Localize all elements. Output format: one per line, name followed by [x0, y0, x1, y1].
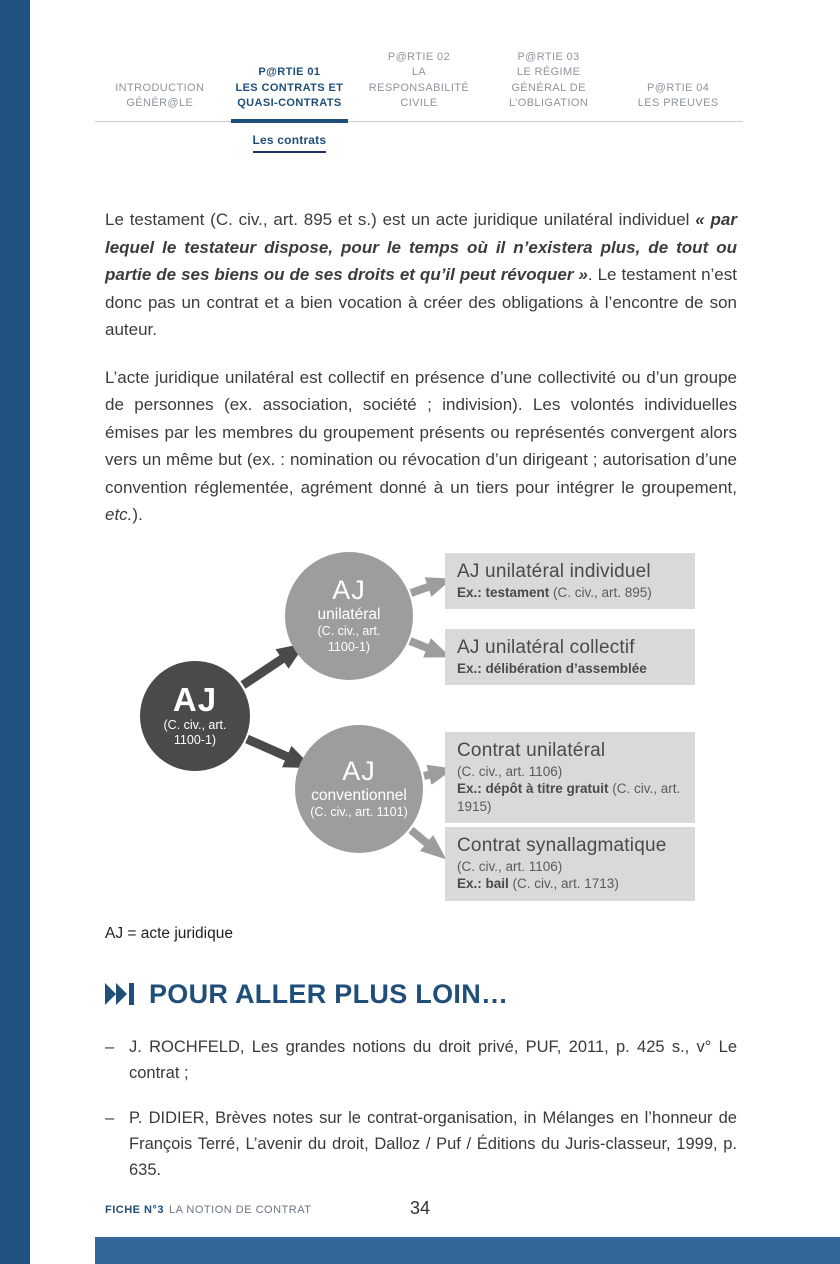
node-label: AJ [172, 680, 218, 718]
box-example [457, 584, 683, 602]
reference-text: J. ROCHFELD, Les grandes notions du droit privé, PUF, 2011, p. 425 s., v° Le contrat ; [129, 1037, 737, 1083]
page-content [105, 206, 737, 1202]
example-bold: Ex.: dépôt à titre gratuit [457, 781, 613, 797]
nav-subtitle: GÉNÉR@LE [126, 97, 194, 110]
nav-subtitle: LA RESPONSABILITÉ CIVILE [368, 66, 470, 110]
node-ref: (C. civ., art. 1101) [310, 805, 408, 820]
nav-title: INTRODUCTION [115, 81, 205, 94]
bottom-accent-bar [95, 1237, 840, 1264]
node-ref: (C. civ., art. 1100-1) [163, 717, 227, 748]
nav-title: P@RTIE 03 [517, 51, 580, 63]
node-name: unilatéral [317, 605, 381, 623]
box-title: Contrat synallagmatique [457, 834, 667, 856]
further-reading-label: POUR ALLER PLUS LOIN… [149, 978, 509, 1009]
nav-subtitle: LES PREUVES [637, 97, 719, 110]
left-accent-bar [0, 0, 30, 1264]
reference-list [105, 1034, 737, 1184]
paragraph-text: . Le testament n’est donc pas un contrat et a bien vocation à créer des obligations à l’encontre de son auteur. [105, 265, 737, 340]
leaf-contrat-synallagmatique [445, 827, 695, 901]
node-label: AJ [332, 575, 366, 606]
reference-dash: – [105, 1108, 115, 1127]
example-bold: Ex.: délibération d’assemblée [457, 660, 647, 676]
nav-subtitle: LE RÉGIME GÉNÉRAL DE L’OBLIGATION [508, 66, 589, 110]
node-aj-conventionnel [295, 725, 423, 853]
box-ref: (C. civ., art. 1106) [457, 763, 563, 779]
box-example [457, 875, 683, 893]
nav-item-partie-03[interactable] [484, 50, 614, 121]
example-bold: Ex.: bail [457, 876, 513, 892]
box-title: AJ unilatéral individuel [457, 560, 651, 582]
nav-item-partie-01[interactable] [225, 50, 355, 121]
footer-running-title [105, 1204, 311, 1216]
fiche-title: LA NOTION DE CONTRAT [169, 1204, 312, 1216]
further-reading-heading [105, 979, 737, 1010]
nav-tabs [95, 50, 743, 122]
diagram-legend: AJ = acte juridique [105, 924, 233, 942]
example-bold: Ex.: testament [457, 584, 554, 600]
paragraph-acte-collectif [105, 364, 737, 529]
page-number: 34 [409, 1198, 431, 1218]
node-ref: (C. civ., art. 1100-1) [317, 624, 381, 654]
leaf-aj-unilateral-individuel [445, 553, 695, 609]
box-title: AJ unilatéral collectif [457, 636, 635, 658]
subtab-les-contrats[interactable]: Les contrats [253, 133, 327, 153]
paragraph-testament [105, 206, 737, 344]
paragraph-text: Le testament (C. civ., art. 895 et s.) est un acte juridique unilatéral individuel [105, 210, 696, 229]
node-label: AJ [342, 755, 376, 786]
box-example [457, 660, 683, 678]
next-track-icon [105, 983, 135, 1005]
example-ref: (C. civ., art. 895) [553, 584, 652, 600]
reference-dash: – [105, 1037, 115, 1056]
leaf-aj-unilateral-collectif [445, 629, 695, 685]
paragraph-text: ). [132, 505, 143, 525]
reference-text: P. DIDIER, Brèves notes sur le contrat-organisation, in Mélanges en l’honneur de François Terré, L’avenir du droit, Dalloz / Puf / Éditions du Juris-classeur, 1999, p. 635. [129, 1108, 737, 1180]
reference-item [105, 1105, 737, 1184]
box-ref: (C. civ., art. 1106) [457, 858, 563, 874]
nav-item-introduction[interactable] [95, 50, 225, 121]
legal-quote: « par lequel le testateur dispose, pour le temps où il n’existera plus, de tout ou partie de ses biens ou de ses droits et qu’il peut révoquer » [105, 210, 737, 285]
node-name: conventionnel [311, 786, 407, 804]
node-aj-unilateral [285, 552, 413, 680]
fiche-number: FICHE N°3 [105, 1204, 165, 1216]
paragraph-text: L’acte juridique unilatéral est collectif en présence d’une collectivité ou d’un groupe de personnes (ex. association, société ; indivision). Les volontés individuelles émises par les membres du groupement présents ou représentés convergent alors vers un même but (ex. : nomination ou révocation d’un dirigeant ; autorisation d’une convention réglementée, agrément donné à un tiers pour intégrer le groupement, [105, 367, 737, 497]
example-ref: (C. civ., art. 1713) [512, 876, 619, 892]
leaf-contrat-unilateral [445, 732, 695, 823]
sub-navigation [95, 131, 743, 153]
example-ref: (C. civ., art. 1915) [457, 781, 681, 814]
chapter-navigation [95, 50, 743, 153]
acte-juridique-diagram [105, 549, 737, 907]
nav-subtitle: LES CONTRATS ET QUASI-CONTRATS [235, 81, 344, 110]
nav-item-partie-04[interactable] [613, 50, 743, 121]
etc-italic: etc. [105, 505, 133, 525]
nav-item-partie-02[interactable] [354, 50, 484, 121]
nav-title: P@RTIE 01 [258, 66, 321, 79]
box-example [457, 780, 683, 815]
nav-title: P@RTIE 02 [387, 51, 451, 63]
nav-title: P@RTIE 04 [647, 81, 710, 94]
box-title: Contrat unilatéral [457, 739, 606, 761]
node-acte-juridique [140, 661, 250, 771]
reference-item [105, 1034, 737, 1087]
